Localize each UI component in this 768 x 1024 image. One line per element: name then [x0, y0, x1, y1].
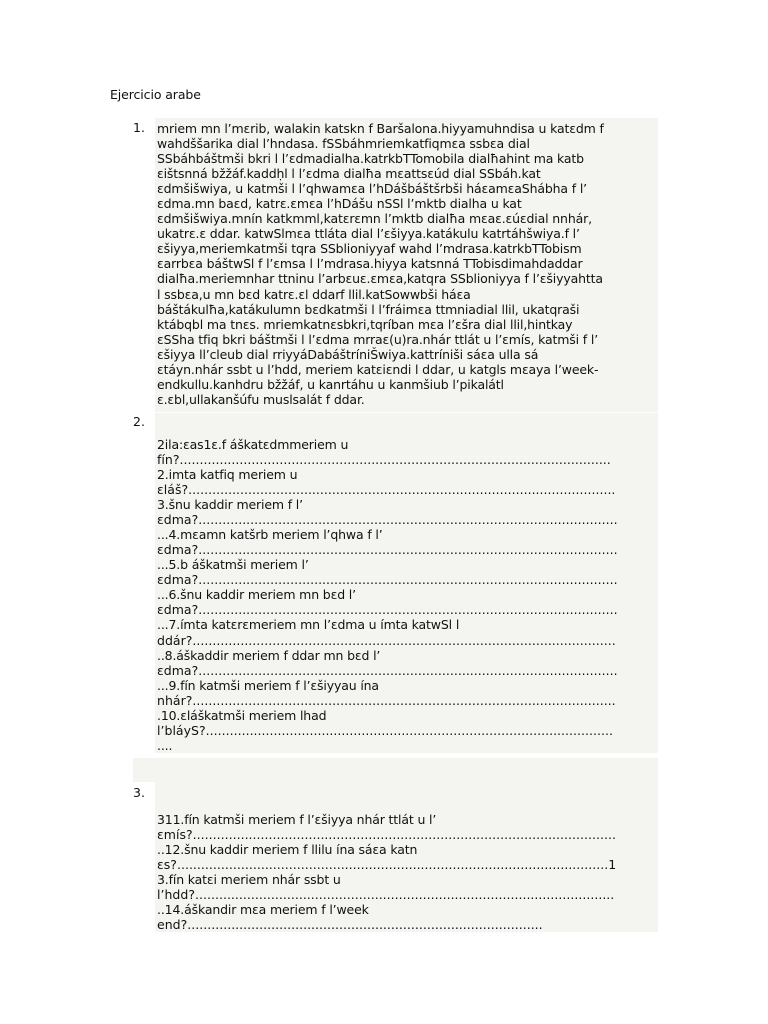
question-line: 311.fín katmši meriem f l’ɛšiyya nhár ttlát u l’ [157, 811, 437, 827]
question-line: ..14.áškandir mɛa meriem f l’week [157, 902, 369, 918]
passage-line: SSbáhbáštmši bkri l l’ɛdmadialha.katrkbTTomobila dialħahint ma katb [157, 151, 584, 167]
question-line: ...4.mɛamn katšrb meriem l’qhwa f l’ [157, 527, 383, 543]
passage-line: ukatrɛ.ɛ ddar. katwSlmɛa ttláta dial l’ɛšiyya.katákulu katrtáhšwiya.f l’ [157, 226, 580, 242]
answer-line: ddár?.......................................................................................................... [157, 632, 616, 648]
passage-line: mriem mn l’mɛrib, walakin katskn f Baršalona.hiyyamuhndisa u katɛdm f [157, 121, 604, 136]
list-item-3 [133, 782, 658, 932]
answer-line: nhár?.......................................................................................................... [157, 692, 616, 708]
passage-line: ɛarrbɛa báštwSl f l’ɛmsa l l’mdrasa.hiyya katsnná TTobisdimahdaddar [157, 256, 583, 272]
question-line: 3.fín katɛi meriem nhár ssbt u [157, 872, 341, 888]
item-number: 1. [133, 120, 145, 135]
passage-line: ɛšiyya,meriemkatmši tqra SSblioniyyaf wahd l’mdrasa.katrkbTTobism [157, 241, 582, 257]
question-line: 3.šnu kaddir meriem f l’ [157, 497, 303, 513]
answer-line: ɛdma?......................................................................................................... [157, 572, 618, 588]
questions-block-2 [133, 437, 658, 754]
question-line: ...7.ímta katɛrɛmeriem mn l’ɛdma u ímta katwSl l [157, 617, 460, 633]
answer-line: fín?............................................................................................................ [157, 451, 611, 467]
passage-line: wahdššarika dial l’hndasa. fSSbáhmriemkatfiqmɛa ssbɛa dial [157, 136, 530, 152]
answer-line: l’hdd?......................................................................................................... [157, 887, 615, 903]
answer-line: ɛmís?.......................................................................................................... [157, 826, 616, 842]
passage-line: báštákulħa,katákulumn bɛdkatmši l l’fráimɛa ttmniadial llil, ukatqraši [157, 301, 580, 317]
reading-passage [155, 118, 658, 412]
item-number: 3. [133, 784, 145, 800]
answer-line: ɛláš?........................................................................................................... [157, 482, 616, 498]
passage-line: ɛdma.mn baɛd, katrɛ.ɛmɛa l’hDášu nSSl l’mktb dialha u kat [157, 196, 522, 212]
question-line: .... [157, 737, 173, 753]
passage-line: ɛSSha tfiq bkri báštmši l l’ɛdma mrraɛ(u)ra.nhár ttlát u l’ɛmís, katmši f l’ [157, 331, 599, 347]
passage-line: ɛdmšišwiya, u katmši l l’qhwamɛa l’hDášbáštšrbši háɛamɛaShábha f l’ [157, 181, 587, 197]
question-line: 2.imta katfiq meriem u [157, 466, 298, 482]
blank-row [155, 413, 658, 437]
question-line: 2ila:ɛas1ɛ.f áškatɛdmmeriem u [157, 436, 349, 452]
question-line: .10.ɛláškatmši meriem lhad [157, 707, 327, 723]
passage-line: endkullu.kanhdru bžžáf, u kanrtáhu u kanmšiub l’pikalátl [157, 376, 504, 392]
question-line: ...5.b áškatmši meriem l’ [157, 557, 309, 573]
answer-line: ɛs?............................................................................................................1 [157, 857, 617, 873]
answer-line: end?......................................................................................... [157, 917, 543, 933]
passage-line: l ssbɛa,u mn bɛd katrɛ.ɛl ddarf llil.katSowwbši háɛa [157, 286, 471, 302]
passage-line: ɛištsnná bžžáf.kaddḥl l l’ɛdma dialħa mɛattsɛúd dial SSbáh.kat [157, 166, 541, 182]
passage-line: ktábqbl ma tnɛs. mriemkatnɛsbkri,tqríban mɛa l’ɛšra dial llil,hintkay [157, 316, 573, 332]
answer-line: ɛdma?......................................................................................................... [157, 542, 618, 558]
passage-line: ɛšiyya ll’cleub dial rriyyáDabáštríniŠwiya.kattríniši sáɛa ulla sá [157, 346, 539, 362]
questions-block-3 [155, 812, 658, 932]
exercise-list [133, 118, 658, 932]
question-line: ..12.šnu kaddir meriem f llilu ína sáɛa katn [157, 841, 418, 857]
list-item-2 [133, 413, 658, 782]
list-item-1 [133, 118, 658, 412]
passage-line: dialħa.meriemnhar ttninu l’arbɛuɛ.ɛmɛa,katqra SSblioniyya f l’ɛšiyyahtta [157, 271, 603, 287]
blank-row [155, 782, 658, 812]
answer-line: ɛdma?......................................................................................................... [157, 662, 618, 678]
question-line: ...6.šnu kaddir meriem mn bɛd l’ [157, 587, 356, 603]
blank-row [133, 758, 658, 782]
answer-line: l’bláyS?...................................................................................................... [157, 722, 613, 738]
passage-line: ɛ.ɛbl,ullakanšúfu muslsalát f ddar. [157, 391, 365, 407]
question-line: ...9.fín katmši meriem f l’ɛšiyyau ína [157, 677, 379, 693]
document-title: Ejercicio arabe [110, 87, 201, 102]
passage-line: ɛdmšišwiya.mnín katkmml,katɛrɛmn l’mktb dialħa mɛaɛ.ɛúɛdial nnhár, [157, 211, 592, 227]
question-line: ..8.áškaddir meriem f ddar mn bɛd l’ [157, 647, 381, 663]
item-number: 2. [133, 413, 145, 429]
answer-line: ɛdma?......................................................................................................... [157, 512, 618, 528]
passage-line: ɛtáyn.nhár ssbt u l’hdd, meriem katɛiɛndi l ddar, u katgls mɛaya l’week- [157, 361, 599, 377]
answer-line: ɛdma?......................................................................................................... [157, 602, 618, 618]
